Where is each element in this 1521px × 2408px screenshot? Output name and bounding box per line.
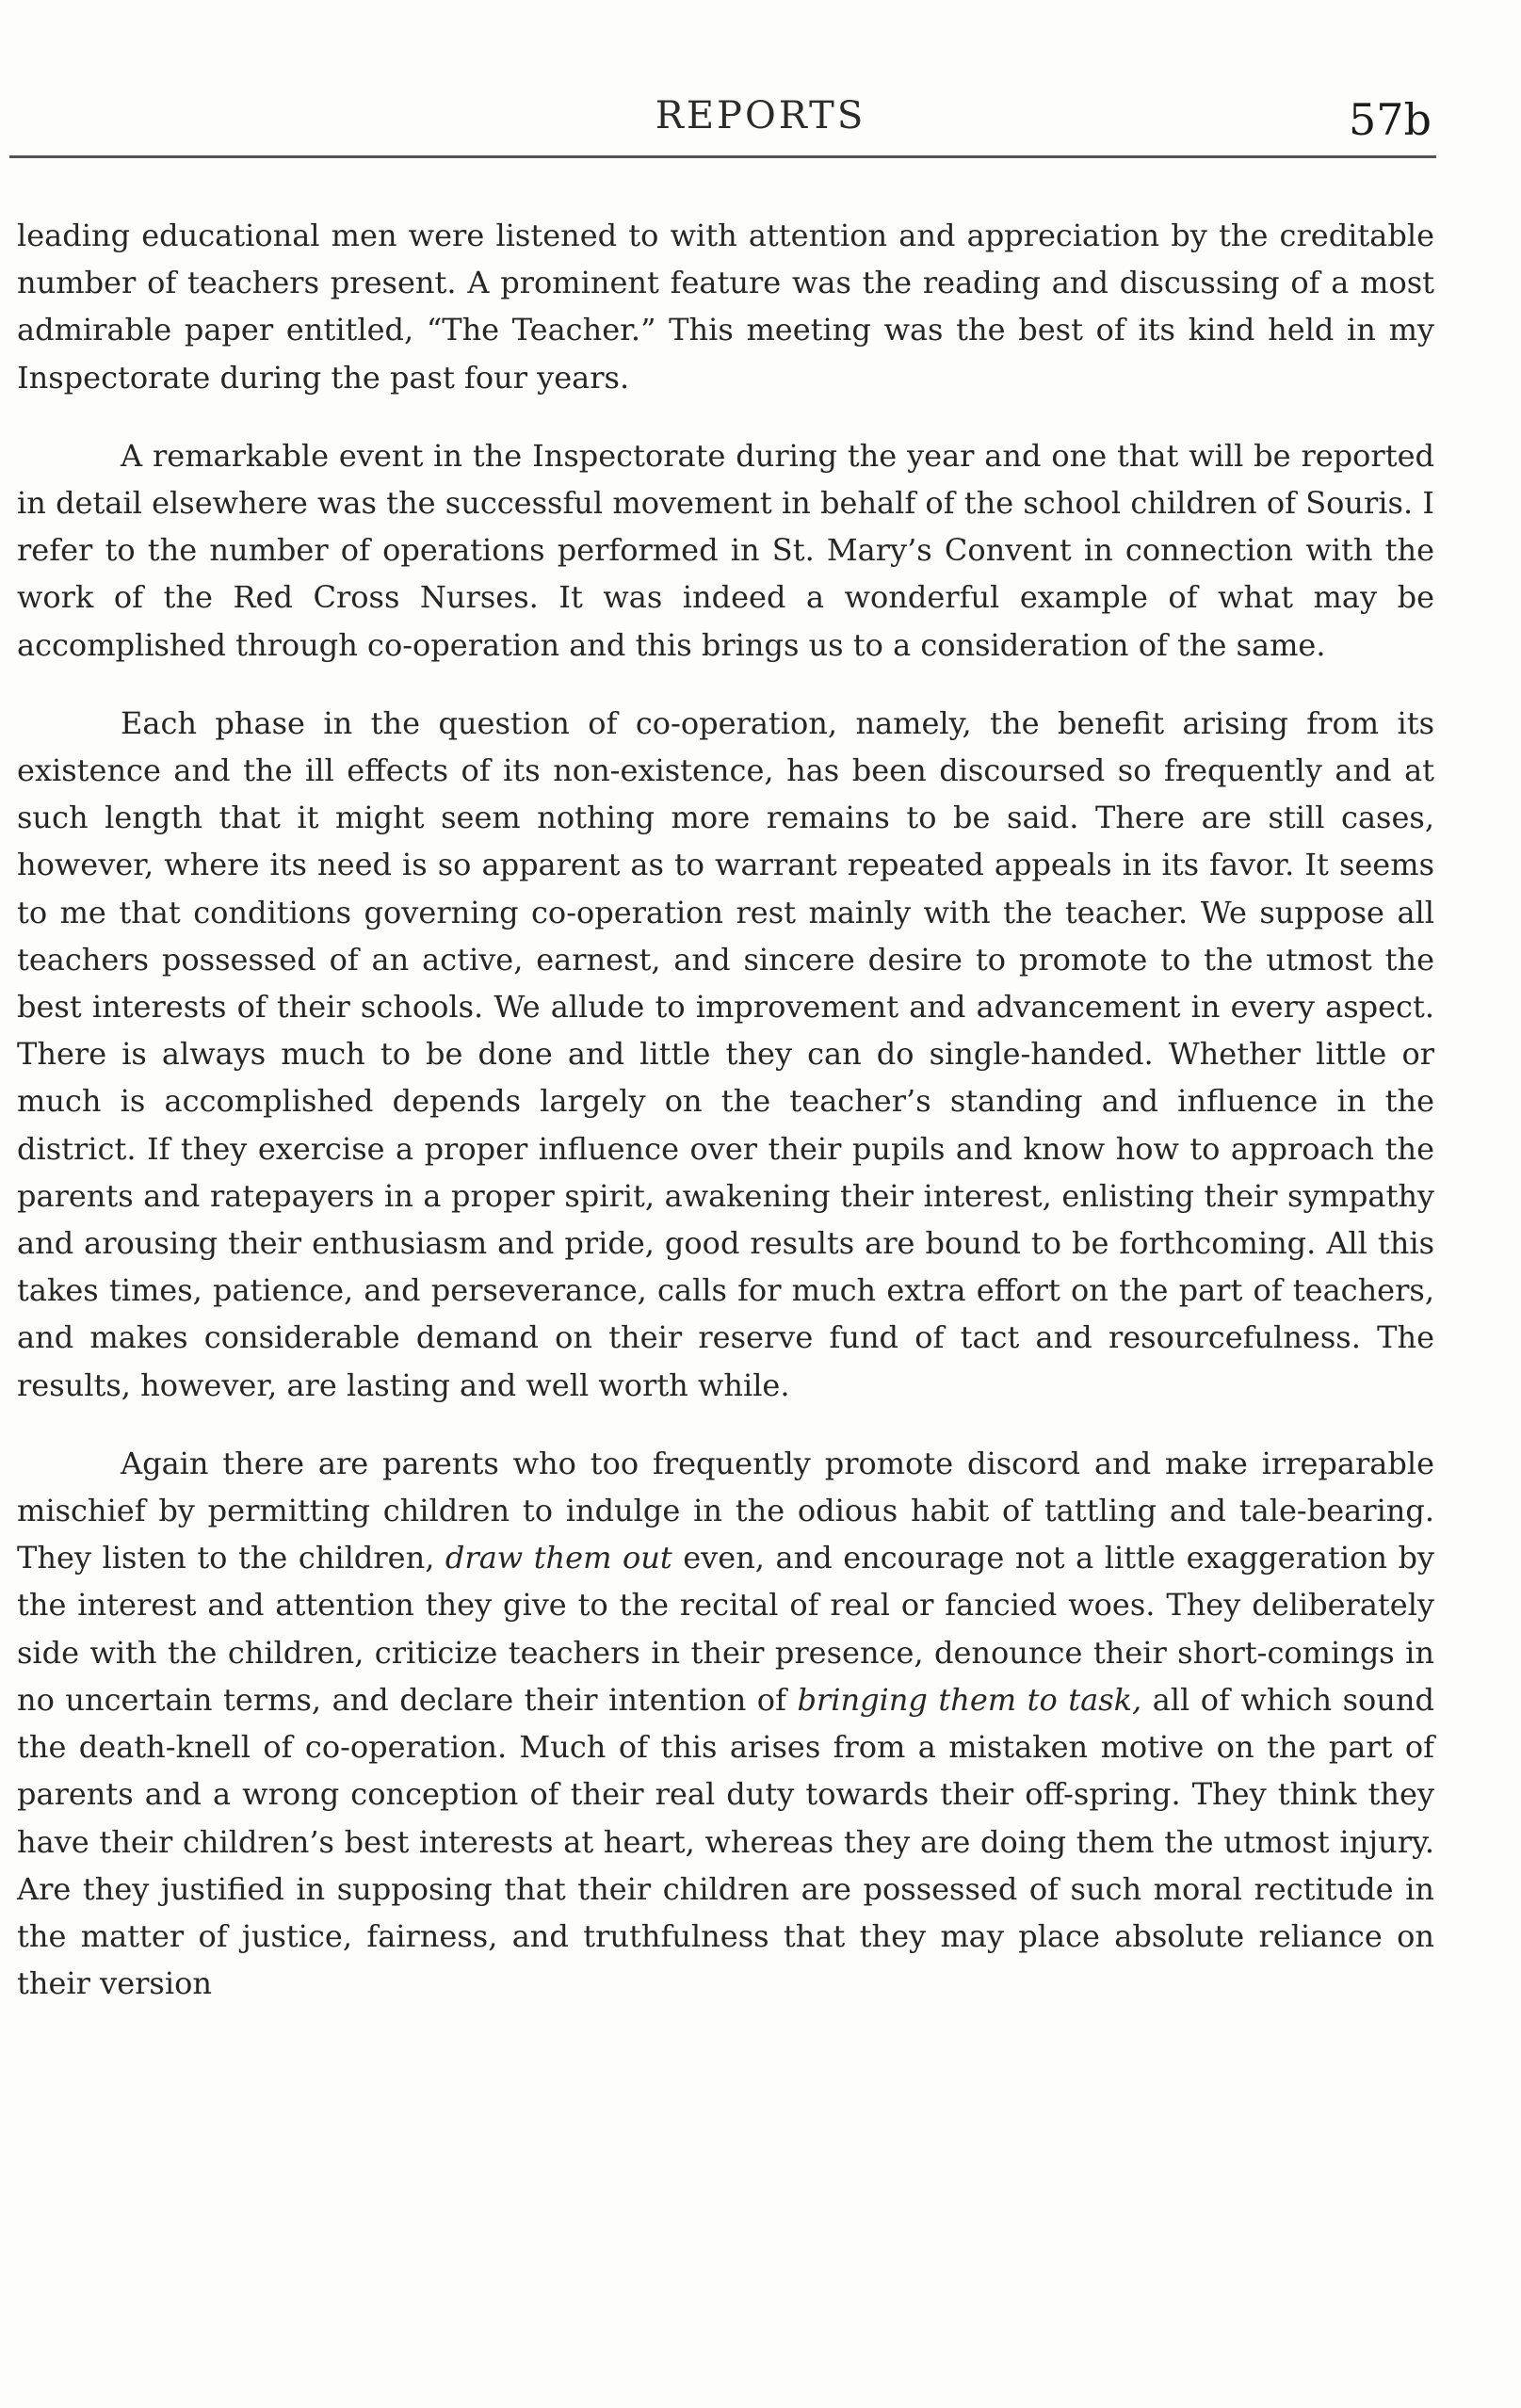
paragraph-2 (17, 432, 1434, 669)
paragraph-3-text: Each phase in the question of co-operation, namely, the benefit arising from its existence and the ill effects of its non-existence, has been discoursed so frequently and at such length that it might seem nothing more remains to be said. There are still cases, however, where its need is so apparent as to warrant repeated appeals in its favor. It seems to me that conditions governing co-operation rest mainly with the teacher. We suppose all teachers possessed of an active, earnest, and sincere desire to promote to the utmost the best interests of their schools. We allude to improvement and advancement in every aspect. There is always much to be done and little they can do single-handed. Whether little or much is accomplished depends largely on the teacher’s standing and influence in the district. If they exercise a proper influence over their pupils and know how to approach the parents and ratepayers in a proper spirit, awakening their interest, enlisting their sympathy and arousing their enthusiasm and pride, good results are bound to be forthcoming. All this takes times, patience, and perseverance, calls for much extra effort on the part of teachers, and makes considerable demand on their reserve fund of tact and resourcefulness. The results, however, are lasting and well worth while. (17, 704, 1434, 1403)
paragraph-4-text-a: Again there are parents who too frequently promote discord and make irreparable mischief by permitting children to indulge in the odious habit of tattling and tale-bearing. They listen to the children, (17, 1445, 1434, 1576)
paragraph-1 (17, 212, 1434, 401)
paragraph-4-text-b: even, and encourage not a little exaggeration by the interest and attention they give to the recital of real or fancied woes. They deliberately side with the children, criticize teachers in their presence, denounce their short-comings in no uncertain terms, and declare their intention of (17, 1540, 1435, 1718)
body-text (17, 212, 1434, 2038)
paragraph-4 (17, 1440, 1434, 2007)
paragraph-4-text-c: all of which sound the death-knell of co-operation. Much of this arises from a mistaken motive on the part of parents and a wrong conception of their real duty towards their off-spring. They think they have their children’s best interests at heart, whereas they are doing them the utmost injury. Are they justified in supposing that their children are possessed of such moral rectitude in the matter of justice, fairness, and truthfulness that they may place absolute reliance on their version (17, 1681, 1435, 2002)
paragraph-4-italic-b: bringing them to task, (797, 1681, 1142, 1718)
page-header (0, 94, 1521, 151)
paragraph-1-text: leading educational men were listened to with attention and appreciation by the creditable number of teachers present. A prominent feature was the reading and discussing of a most admirable paper entitled, “The Teacher.” This meeting was the best of its kind held in my Inspectorate during the past four years. (17, 218, 1434, 396)
running-head: REPORTS (655, 94, 866, 137)
header-rule (9, 155, 1436, 158)
paragraph-4-italic-a: draw them out (445, 1540, 672, 1576)
paragraph-3 (17, 700, 1434, 1409)
paragraph-2-text: A remarkable event in the Inspectorate during the year and one that will be reported in detail elsewhere was the successful movement in behalf of the school children of Souris. I refer to the number of operations performed in St. Mary’s Convent in connection with the work of the Red Cross Nurses. It was indeed a wonderful example of what may be accomplished through co-operation and this brings us to a consideration of the same. (17, 437, 1434, 663)
page-number: 57b (1349, 94, 1432, 145)
